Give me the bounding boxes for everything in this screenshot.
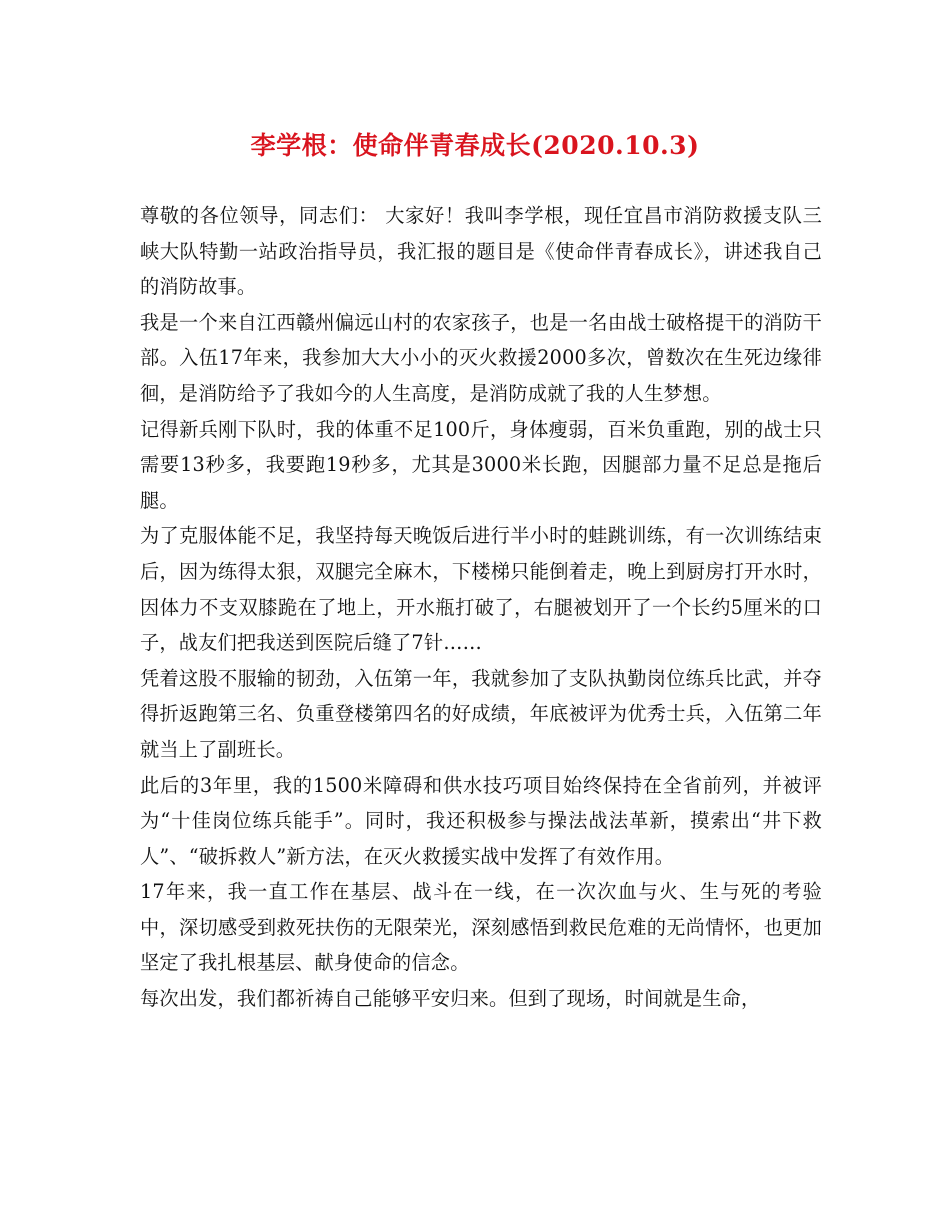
paragraph-2: 我是一个来自江西赣州偏远山村的农家孩子，也是一名由战士破格提干的消防干部。入伍17年来，我参加大大小小的灭火救援2000多次，曾数次在生死边缘徘徊，是消防给予了我如今的人生高度，是消防成就了我的人生梦想。 <box>140 310 822 405</box>
paragraph-4: 为了克服体能不足，我坚持每天晚饭后进行半小时的蛙跳训练，有一次训练结束后，因为练得太狠，双腿完全麻木，下楼梯只能倒着走，晚上到厨房打开水时，因体力不支双膝跪在了地上，开水瓶打破了，右腿被划开了一个长约5厘米的口子，战友们把我送到医院后缝了7针…… <box>140 524 822 655</box>
paragraph-1: 尊敬的各位领导，同志们： 大家好！我叫李学根，现任宜昌市消防救援支队三峡大队特勤一站政治指导员，我汇报的题目是《使命伴青春成长》，讲述我自己的消防故事。 <box>140 204 822 299</box>
paragraph-7: 17年来，我一直工作在基层、战斗在一线，在一次次血与火、生与死的考验中，深切感受到救死扶伤的无限荣光，深刻感悟到救民危难的无尚情怀，也更加坚定了我扎根基层、献身使命的信念。 <box>140 880 822 975</box>
paragraph-5: 凭着这股不服输的韧劲，入伍第一年，我就参加了支队执勤岗位练兵比武，并夺得折返跑第三名、负重登楼第四名的好成绩，年底被评为优秀士兵，入伍第二年就当上了副班长。 <box>140 666 822 761</box>
paragraph-8: 每次出发，我们都祈祷自己能够平安归来。但到了现场，时间就是生命， <box>140 987 761 1011</box>
document-body <box>140 198 822 1017</box>
document-title: 李学根：使命伴青春成长(2020.10.3) <box>250 131 700 160</box>
paragraph-6: 此后的3年里，我的1500米障碍和供水技巧项目始终保持在全省前列，并被评为“十佳岗位练兵能手”。同时，我还积极参与操法战法革新，摸索出“井下救人”、“破拆救人”新方法，在灭火救援实战中发挥了有效作用。 <box>140 773 822 868</box>
paragraph-3: 记得新兵刚下队时，我的体重不足100斤，身体瘦弱，百米负重跑，别的战士只需要13秒多，我要跑19秒多，尤其是3000米长跑，因腿部力量不足总是拖后腿。 <box>140 417 822 512</box>
